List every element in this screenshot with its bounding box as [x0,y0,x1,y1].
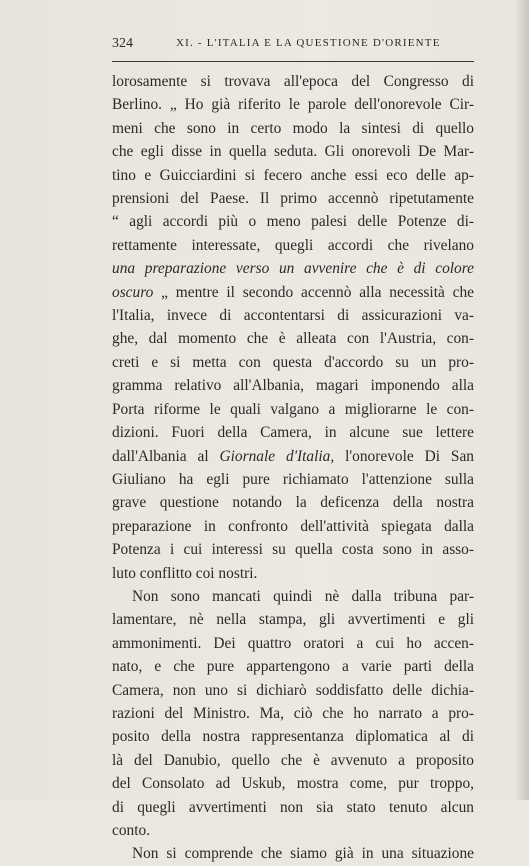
text-line: Non sono mancati quindi nè dalla tribuna par- [132,587,474,605]
page-number: 324 [112,36,133,51]
text-line: ammonimenti. Dei quattro oratori a cui ho accen- [112,634,474,652]
text-line: razioni del Ministro. Ma, ciò che ho narrato a pro- [112,704,474,722]
text-line: là del Danubio, quello che è avvenuto a proposito [112,751,474,769]
running-head: XI. - L'ITALIA E LA QUESTIONE D'ORIENTE [176,37,441,49]
text-line: Camera, non uno si dichiarò soddisfatto delle dichia- [112,681,474,699]
text-line: Giuliano ha egli pure richiamato l'attenzione sulla [112,470,474,488]
text-line: prensioni del Paese. Il primo accennò ripetutamente [112,190,474,208]
text-line: Porta riforme le quali valgano a migliorarne le con- [112,400,474,418]
text-line: ghe, dal momento che è alleata con l'Austria, con- [112,330,474,348]
text-line: tino e Guicciardini si fecero anche essi eco delle ap- [112,166,474,184]
text-line: lorosamente si trovava all'epoca del Congresso di [112,73,474,90]
page-edge-shadow [515,0,529,800]
text-line: posito della nostra rappresentanza diplomatica al di [112,728,474,746]
text-line: nato, e che pure appartengono a varie parti della [112,658,474,676]
text-line: conto. [112,822,151,839]
text-line: del Consolato ad Uskub, mostra come, pur troppo, [112,775,474,793]
text-line: luto conflitto coi nostri. [112,564,258,582]
text-line: Potenza i cui interessi su quella costa sono in asso- [112,541,474,559]
text-line: oscuro „ mentre il secondo accennò alla necessità che [112,283,474,301]
header-rule [112,61,474,62]
text-line: l'Italia, invece di accontentarsi di assicurazioni va- [112,307,474,325]
text-line: dall'Albania al Giornale d'Italia, l'onorevole Di San [112,447,474,465]
text-line: grave questione notando la deficenza della nostra [112,494,474,512]
text-line: creti e si metta con questa d'accordo su un pro- [112,353,474,371]
text-line: Non si comprende che siamo già in una situazione [132,845,474,863]
text-line: dizioni. Fuori della Camera, in alcune sue lettere [112,424,474,442]
text-line: rettamente interessate, quegli accordi che rivelano [112,236,474,254]
text-line: che egli disse in quella seduta. Gli onorevoli De Mar- [112,143,474,161]
text-line: di quegli avvertimenti non sia stato tenuto alcun [112,798,474,816]
text-line: gramma relativo all'Albania, magari imponendo alla [112,377,474,395]
text-line: una preparazione verso un avvenire che è di colore [112,260,474,278]
text-line: “ agli accordi più o meno palesi delle Potenze di- [112,213,474,231]
body-text [112,70,474,866]
text-line: meni che sono in certo modo la sintesi di quello [112,119,474,137]
page-header [112,36,474,56]
text-line: preparazione in confronto dell'attività spiegata dalla [112,517,474,535]
text-line: Berlino. „ Ho già riferito le parole dell'onorevole Cir- [112,96,474,114]
text-line: lamentare, nè nella stampa, gli avvertimenti e gli [112,611,474,629]
